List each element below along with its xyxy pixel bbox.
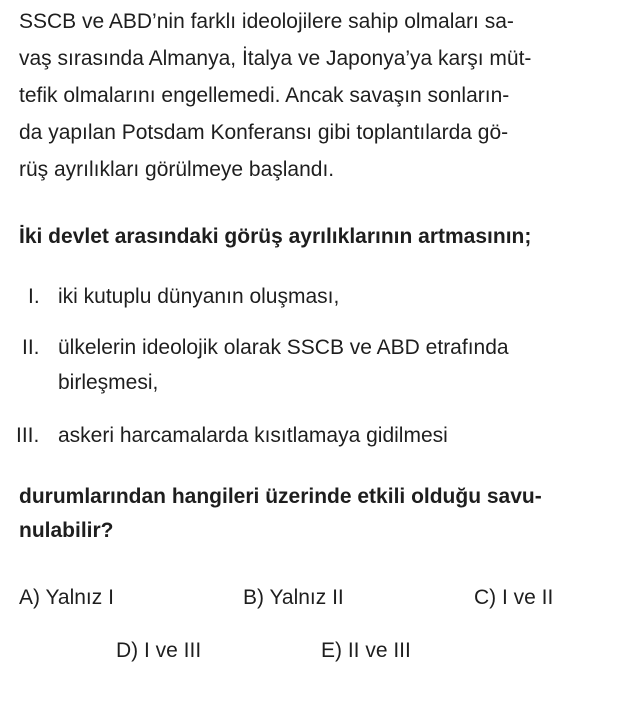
passage-line-1: SSCB ve ABD’nin farklı ideolojilere sahip olmaları sa- bbox=[19, 10, 514, 33]
passage-line-2: vaş sırasında Almanya, İtalya ve Japonya’ya karşı müt- bbox=[19, 47, 532, 70]
item-text-3: askeri harcamalarda kısıtlamaya gidilmesi bbox=[58, 424, 448, 447]
option-e[interactable]: E) II ve III bbox=[321, 639, 411, 662]
question-stem: İki devlet arasındaki görüş ayrılıklarının artmasının; bbox=[19, 225, 532, 248]
item-text-2-line-1: ülkelerin ideolojik olarak SSCB ve ABD etrafında bbox=[58, 336, 509, 359]
item-number-3: III. bbox=[16, 424, 40, 447]
item-number-1: I. bbox=[28, 285, 40, 308]
question-end-line-1: durumlarından hangileri üzerinde etkili olduğu savu- bbox=[19, 485, 542, 508]
option-c[interactable]: C) I ve II bbox=[474, 586, 554, 609]
passage-line-5: rüş ayrılıkları görülmeye başlandı. bbox=[19, 158, 335, 181]
item-number-2: II. bbox=[22, 336, 40, 359]
passage-line-3: tefik olmalarını engellemedi. Ancak savaşın sonların- bbox=[19, 84, 510, 107]
passage-line-4: da yapılan Potsdam Konferansı gibi toplantılarda gö- bbox=[19, 121, 509, 144]
option-d[interactable]: D) I ve III bbox=[116, 639, 202, 662]
question-end-line-2: nulabilir? bbox=[19, 519, 114, 542]
option-b[interactable]: B) Yalnız II bbox=[243, 586, 344, 609]
option-a[interactable]: A) Yalnız I bbox=[19, 586, 114, 609]
item-text-1: iki kutuplu dünyanın oluşması, bbox=[58, 285, 340, 308]
item-text-2-line-2: birleşmesi, bbox=[58, 371, 159, 394]
